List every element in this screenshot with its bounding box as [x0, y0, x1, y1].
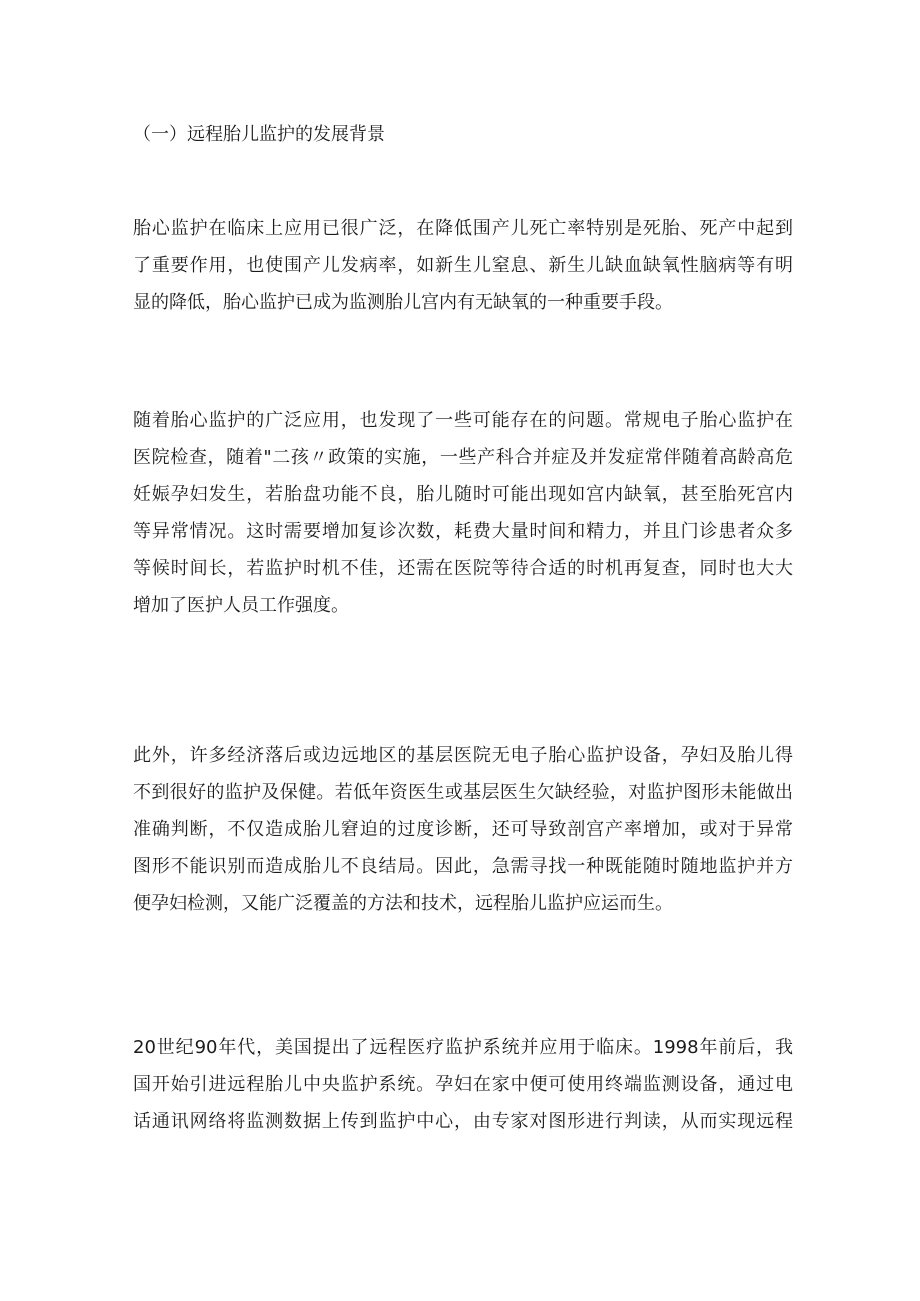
- paragraph-line: 随着胎心监护的广泛应用，也发现了一些可能存在的问题。常规电子胎心监护在: [133, 410, 793, 431]
- paragraph-line: 便孕妇检测，又能广泛覆盖的方法和技术，远程胎儿监护应运而生。: [133, 893, 673, 914]
- paragraph-line: 话通讯网络将监测数据上传到监护中心，由专家对图形进行判读，从而实现远程: [133, 1111, 793, 1132]
- paragraph-line: 此外，许多经济落后或边远地区的基层医院无电子胎心监护设备，孕妇及胎儿得: [133, 745, 793, 766]
- paragraph-line: 胎心监护在临床上应用已很广泛，在降低围产儿死亡率特别是死胎、死产中起到: [133, 218, 793, 239]
- section-heading: （一）远程胎儿监护的发展背景: [133, 124, 385, 145]
- paragraph-line: 妊娠孕妇发生，若胎盘功能不良，胎儿随时可能出现如宫内缺氧，甚至胎死宫内: [133, 484, 793, 505]
- paragraph-line: 了重要作用，也使围产儿发病率，如新生儿窒息、新生儿缺血缺氧性脑病等有明: [133, 255, 793, 276]
- paragraph-line: 等异常情况。这时需要增加复诊次数，耗费大量时间和精力，并且门诊患者众多: [133, 521, 793, 542]
- paragraph-line: 增加了医护人员工作强度。: [133, 595, 349, 616]
- paragraph-line: 国开始引进远程胎儿中央监护系统。孕妇在家中便可使用终端监测设备，通过电: [133, 1074, 793, 1095]
- paragraph-background-fetal-monitoring: [133, 210, 793, 321]
- paragraph-history: [133, 1029, 793, 1140]
- paragraph-line: 显的降低，胎心监护已成为监测胎儿宫内有无缺氧的一种重要手段。: [133, 292, 673, 313]
- paragraph-rural-hospitals: [133, 737, 793, 922]
- paragraph-line: 准确判断，不仅造成胎儿窘迫的过度诊断，还可导致剖宫产率增加，或对于异常: [133, 819, 793, 840]
- paragraph-line: 20世纪90年代，美国提出了远程医疗监护系统并应用于临床。1998年前后，我: [133, 1037, 793, 1058]
- paragraph-line: 不到很好的监护及保健。若低年资医生或基层医生欠缺经验，对监护图形未能做出: [133, 782, 793, 803]
- paragraph-line: 医院检查，随着"二孩〃政策的实施，一些产科合并症及并发症常伴随着高龄高危: [133, 447, 793, 468]
- paragraph-line: 等候时间长，若监护时机不佳，还需在医院等待合适的时机再复查，同时也大大: [133, 558, 793, 579]
- paragraph-line: 图形不能识别而造成胎儿不良结局。因此，急需寻找一种既能随时随地监护并方: [133, 856, 793, 877]
- paragraph-monitoring-problems: [133, 402, 793, 624]
